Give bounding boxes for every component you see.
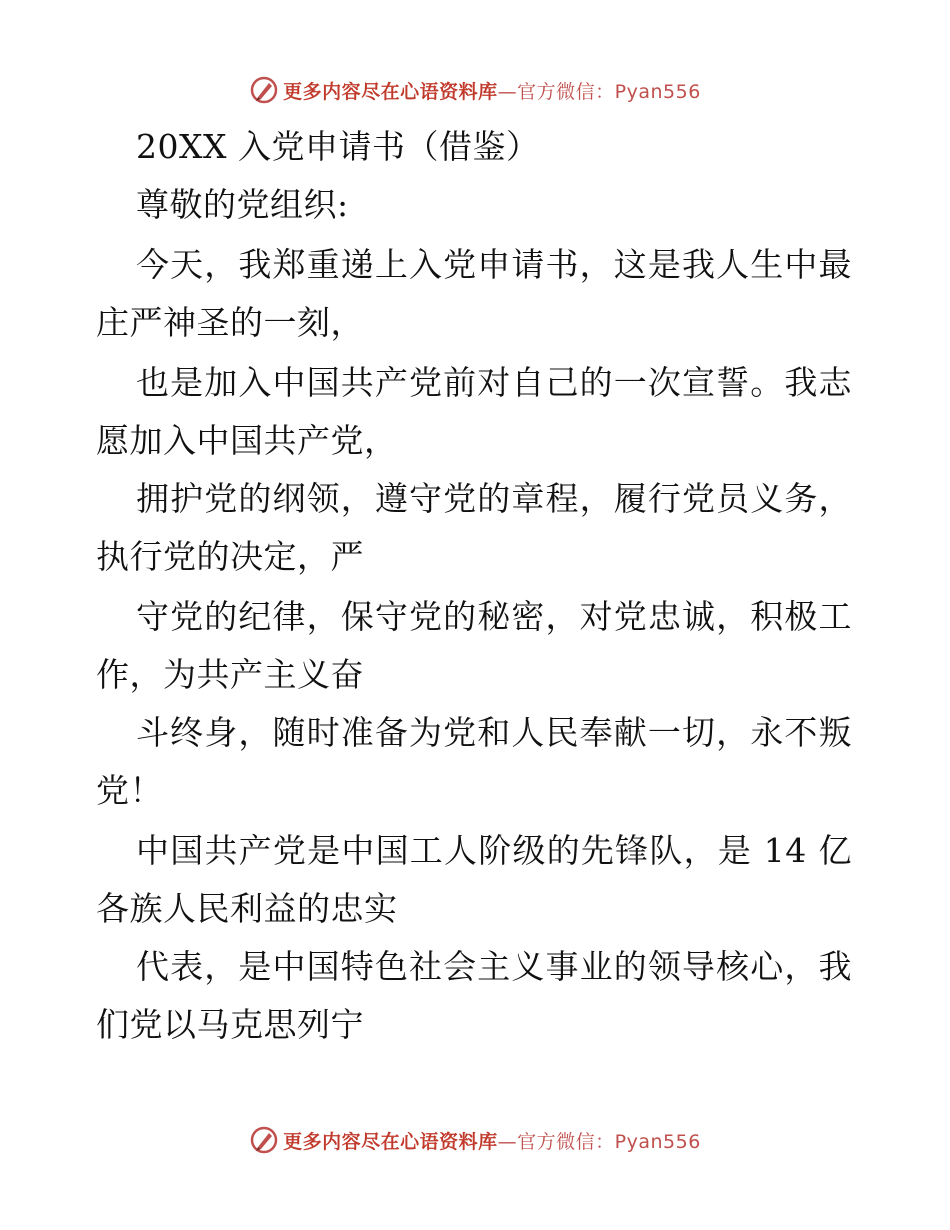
paragraph-line: 拥护党的纲领，遵守党的章程，履行党员义务，	[136, 479, 852, 518]
banner-sub-text: —官方微信：Pyan556	[497, 1130, 701, 1153]
pen-emblem-icon	[249, 1125, 279, 1155]
paragraph-line: 斗终身，随时准备为党和人民奉献一切，永不叛	[136, 713, 852, 752]
header-banner	[0, 70, 950, 110]
paragraph-line: 党！	[96, 771, 163, 810]
paragraph-line: 愿加入中国共产党，	[96, 421, 398, 460]
paragraph-line: 们党以马克思列宁	[96, 1005, 364, 1044]
banner-sub-text: —官方微信：Pyan556	[497, 80, 701, 103]
paragraph-line: 守党的纪律，保守党的秘密，对党忠诚，积极工	[136, 597, 852, 636]
paragraph-line: 执行党的决定，严	[96, 537, 364, 576]
paragraph-line: 也是加入中国共产党前对自己的一次宣誓。我志	[136, 363, 852, 402]
salutation: 尊敬的党组织:	[136, 185, 349, 224]
paragraph-line: 今天，我郑重递上入党申请书，这是我人生中最	[136, 245, 852, 284]
banner-main-text: 更多内容尽在心语资料库	[283, 1130, 498, 1153]
paragraph-line: 代表，是中国特色社会主义事业的领导核心，我	[136, 947, 852, 986]
banner-main-text: 更多内容尽在心语资料库	[283, 80, 498, 103]
footer-banner	[0, 1120, 950, 1160]
paragraph-line: 各族人民利益的忠实	[96, 889, 398, 928]
paragraph-line: 作，为共产主义奋	[96, 655, 364, 694]
paragraph-line: 中国共产党是中国工人阶级的先锋队，是 14 亿	[136, 831, 852, 870]
banner-text	[283, 77, 701, 104]
document-title: 20XX 入党申请书（借鉴）	[136, 127, 540, 166]
paragraph-line: 庄严神圣的一刻，	[96, 303, 364, 342]
pen-emblem-icon	[249, 75, 279, 105]
banner-text	[283, 1127, 701, 1154]
